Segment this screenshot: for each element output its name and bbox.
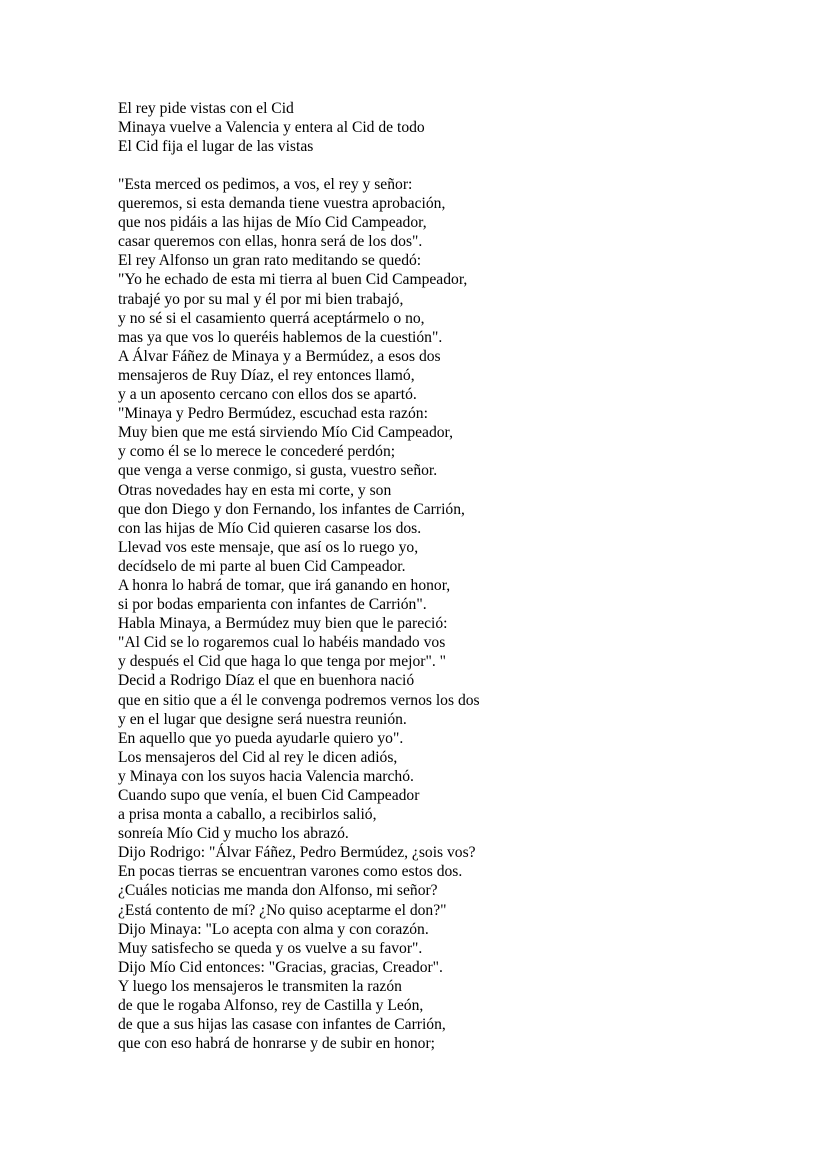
verse-line: "Al Cid se lo rogaremos cual lo habéis mandado vos [118, 634, 446, 652]
verse-line: que nos pidáis a las hijas de Mío Cid Campeador, [118, 214, 427, 232]
heading-line: El Cid fija el lugar de las vistas [118, 138, 314, 156]
verse-line: En aquello que yo pueda ayudarle quiero yo". [118, 729, 404, 747]
verse-line: Cuando supo que venía, el buen Cid Campeador [118, 787, 420, 804]
verse-line: "Minaya y Pedro Bermúdez, escuchad esta razón: [118, 405, 428, 423]
heading-line: Minaya vuelve a Valencia y entera al Cid de todo [118, 119, 425, 137]
verse-line: Llevad vos este mensaje, que así os lo ruego yo, [118, 538, 419, 556]
verse-line: y como él se lo merece le concederé perdón; [118, 443, 396, 461]
verse-line: que con eso habrá de honrarse y de subir en honor; [118, 1035, 435, 1053]
verse-line: sonreía Mío Cid y mucho los abrazó. [118, 825, 349, 843]
verse-line: queremos, si esta demanda tiene vuestra aprobación, [118, 195, 446, 213]
verse-line: trabajé yo por su mal y él por mi bien trabajó, [118, 290, 404, 308]
verse-line: Dijo Mío Cid entonces: "Gracias, gracias, Creador". [118, 958, 443, 976]
verse-line: que en sitio que a él le convenga podremos vernos los dos [118, 691, 480, 709]
verse-line: En pocas tierras se encuentran varones como estos dos. [118, 863, 463, 881]
verse-line: y en el lugar que designe será nuestra reunión. [118, 710, 407, 728]
section-headings [118, 99, 778, 156]
verse-line: mas ya que vos lo queréis hablemos de la cuestión". [118, 328, 443, 346]
verse-line: a prisa monta a caballo, a recibirlos salió, [118, 806, 377, 824]
verse-line: decídselo de mi parte al buen Cid Campeador. [118, 557, 406, 575]
heading-line: El rey pide vistas con el Cid [118, 100, 294, 117]
verse-line: que venga a verse conmigo, si gusta, vuestro señor. [118, 462, 438, 480]
verse-line: Otras novedades hay en esta mi corte, y son [118, 481, 392, 499]
verse-line: Decid a Rodrigo Díaz el que en buenhora nació [118, 672, 415, 690]
verse-line: de que a sus hijas las casase con infantes de Carrión, [118, 1016, 446, 1034]
verse-line: "Yo he echado de esta mi tierra al buen Cid Campeador, [118, 271, 468, 289]
verse-line: Muy satisfecho se queda y os vuelve a su favor". [118, 939, 423, 957]
verse-line: Muy bien que me está sirviendo Mío Cid Campeador, [118, 424, 454, 442]
verse-line: y después el Cid que haga lo que tenga por mejor". " [118, 653, 446, 671]
verse-line: Habla Minaya, a Bermúdez muy bien que le pareció: [118, 615, 448, 633]
verse-line: y a un aposento cercano con ellos dos se apartó. [118, 386, 417, 404]
verse-line: El rey Alfonso un gran rato meditando se quedó: [118, 252, 422, 270]
verse-line: A honra lo habrá de tomar, que irá ganando en honor, [118, 576, 451, 594]
verse-line: ¿Está contento de mí? ¿No quiso aceptarme el don?" [118, 901, 447, 919]
verse-line: Dijo Minaya: "Lo acepta con alma y con corazón. [118, 920, 429, 938]
verse-line: ¿Cuáles noticias me manda don Alfonso, mi señor? [118, 882, 438, 900]
verse-line: con las hijas de Mío Cid quieren casarse los dos. [118, 519, 422, 537]
verse-line: mensajeros de Ruy Díaz, el rey entonces llamó, [118, 366, 415, 384]
verse-line: Dijo Rodrigo: "Álvar Fáñez, Pedro Bermúdez, ¿sois vos? [118, 844, 476, 862]
verse-line: y Minaya con los suyos hacia Valencia marchó. [118, 767, 414, 785]
verse-line: que don Diego y don Fernando, los infantes de Carrión, [118, 500, 465, 518]
poem-verses [118, 175, 778, 1053]
verse-line: A Álvar Fáñez de Minaya y a Bermúdez, a esos dos [118, 347, 441, 365]
verse-line: casar queremos con ellas, honra será de los dos". [118, 233, 423, 251]
verse-line: y no sé si el casamiento querrá aceptármelo o no, [118, 309, 425, 327]
verse-line: "Esta merced os pedimos, a vos, el rey y señor: [118, 176, 413, 193]
verse-line: de que le rogaba Alfonso, rey de Castilla y León, [118, 997, 424, 1015]
verse-line: Y luego los mensajeros le transmiten la razón [118, 977, 402, 995]
verse-line: si por bodas emparienta con infantes de Carrión". [118, 596, 427, 614]
verse-line: Los mensajeros del Cid al rey le dicen adiós, [118, 748, 398, 766]
